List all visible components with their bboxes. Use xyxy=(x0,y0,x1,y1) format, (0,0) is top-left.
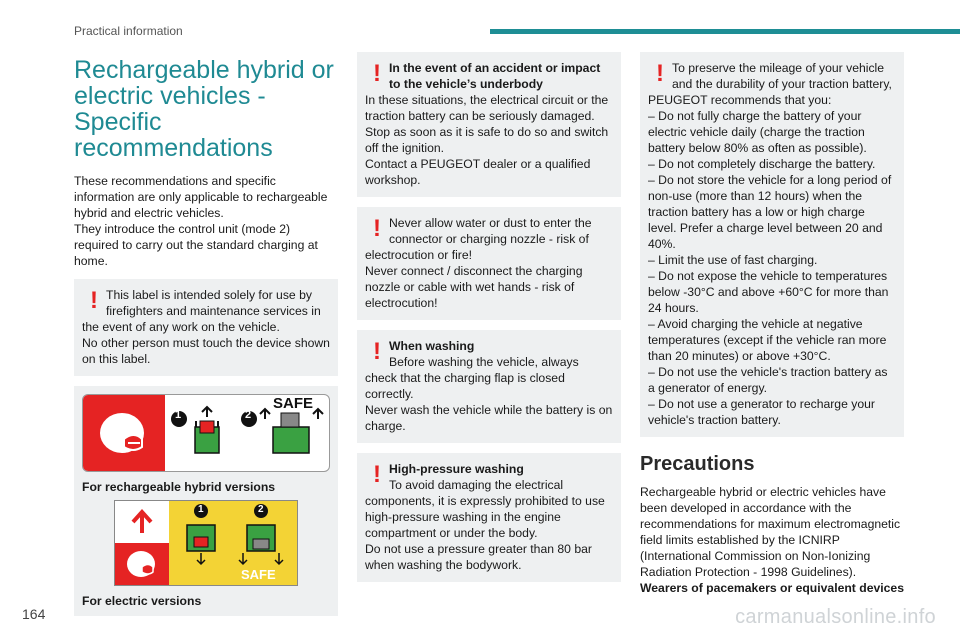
warning-exclamation-icon: ! xyxy=(373,215,381,242)
warning-line: – Do not use the vehicle's traction battery as a generator of energy. xyxy=(648,365,888,395)
page-title: Rechargeable hybrid or electric vehicles - Specific recommendations xyxy=(74,56,334,162)
disconnect-arrow-icon xyxy=(115,501,169,543)
number-1-badge-icon: 1 xyxy=(175,409,182,421)
warning-line: To avoid damaging the electrical components, it is expressly prohibited to use high-pressure washing in the engine compartment or under the body. xyxy=(365,478,605,540)
safe-label-figures xyxy=(74,386,338,616)
column-2 xyxy=(357,52,621,592)
warning-line: No other person must touch the device shown on this label. xyxy=(82,336,330,366)
warning-exclamation-icon: ! xyxy=(373,461,381,488)
firefighter-helmet-icon xyxy=(83,395,165,471)
high-pressure-warning-box xyxy=(357,453,621,582)
warning-line: – Do not expose the vehicle to temperatures below -30°C and above +60°C for more than 24 hours. xyxy=(648,269,889,315)
warning-line: – Do not fully charge the battery of your electric vehicle daily (charge the traction battery below 80% as often as possible). xyxy=(648,109,867,155)
warning-exclamation-icon: ! xyxy=(373,60,381,87)
warning-line: Stop as soon as it is safe to do so and switch off the ignition. xyxy=(365,125,609,155)
warning-line: Never wash the vehicle while the battery is on charge. xyxy=(365,403,613,433)
header-rule xyxy=(490,29,960,34)
hybrid-figure-caption: For rechargeable hybrid versions xyxy=(82,480,276,494)
warning-line: Never connect / disconnect the charging nozzle or cable with wet hands - risk of electrocution! xyxy=(365,264,583,310)
electric-figure-caption: For electric versions xyxy=(82,594,202,608)
warning-line: Contact a PEUGEOT dealer or a qualified workshop. xyxy=(365,157,591,187)
watermark: carmanualsonline.info xyxy=(735,606,936,628)
precautions-paragraph: Rechargeable hybrid or electric vehicles have been developed in accordance with the recommendations for maximum electromagnetic field limits established by the ICNIRP (International Commission on Non-Ionizing Radiation Protection - 1998 Guidelines). xyxy=(640,485,901,579)
warning-line: In these situations, the electrical circuit or the traction battery can be seriously damaged. xyxy=(365,93,609,123)
warning-exclamation-icon: ! xyxy=(656,60,664,87)
page-number: 164 xyxy=(22,606,46,622)
label-warning-box xyxy=(74,279,338,376)
firefighter-helmet-icon xyxy=(115,543,169,585)
electric-safe-label xyxy=(114,500,298,586)
column-3 xyxy=(640,52,904,596)
hybrid-label-instructions xyxy=(165,395,329,471)
washing-warning-box xyxy=(357,330,621,443)
warning-line: – Do not use a generator to recharge your vehicle's traction battery. xyxy=(648,397,875,427)
warning-line: Before washing the vehicle, always check that the charging flap is closed correctly. xyxy=(365,355,579,401)
warning-title: High-pressure washing xyxy=(389,462,524,476)
safe-text: SAFE xyxy=(241,567,276,582)
number-2-badge-icon: 2 xyxy=(245,409,252,421)
warning-line: This label is intended solely for use by firefighters and maintenance services in the event of any work on the vehicle. xyxy=(82,288,321,334)
intro-paragraph-2: They introduce the control unit (mode 2) required to carry out the standard charging at home. xyxy=(74,222,318,268)
warning-line: – Do not completely discharge the battery. xyxy=(648,157,876,171)
section-label: Practical information xyxy=(74,24,183,38)
warning-title: In the event of an accident or impact to the vehicle’s underbody xyxy=(389,61,601,91)
warning-exclamation-icon: ! xyxy=(90,287,98,314)
warning-line: Do not use a pressure greater than 80 bar when washing the bodywork. xyxy=(365,542,592,572)
number-2-badge-icon: 2 xyxy=(258,504,264,515)
warning-line: To preserve the mileage of your vehicle and the durability of your traction battery, PEUGEOT recommends that you: xyxy=(648,61,892,107)
battery-care-warning-box xyxy=(640,52,904,437)
precautions-heading: Precautions xyxy=(640,453,755,475)
column-1 xyxy=(74,52,338,616)
warning-exclamation-icon: ! xyxy=(373,338,381,365)
warning-line: – Do not store the vehicle for a long period of non-use (more than 12 hours) when the traction battery has a low or high charge level. Prefer a charge level between 20 and 40%. xyxy=(648,173,892,251)
number-1-badge-icon: 1 xyxy=(198,504,204,515)
accident-warning-box xyxy=(357,52,621,197)
hybrid-safe-label xyxy=(82,394,330,472)
warning-title: When washing xyxy=(389,339,475,353)
warning-line: – Limit the use of fast charging. xyxy=(648,253,818,267)
pacemaker-heading: Wearers of pacemakers or equivalent devices xyxy=(640,581,904,595)
electric-label-instructions xyxy=(169,501,297,585)
warning-line: – Avoid charging the vehicle at negative temperatures (except if the vehicle ran more than 20 minutes) or above +30°C. xyxy=(648,317,887,363)
water-dust-warning-box xyxy=(357,207,621,320)
safe-text: SAFE xyxy=(273,395,314,412)
warning-line: Never allow water or dust to enter the connector or charging nozzle - risk of electrocution or fire! xyxy=(365,216,592,262)
intro-paragraph-1: These recommendations and specific information are only applicable to rechargeable hybrid and electric vehicles. xyxy=(74,174,328,220)
